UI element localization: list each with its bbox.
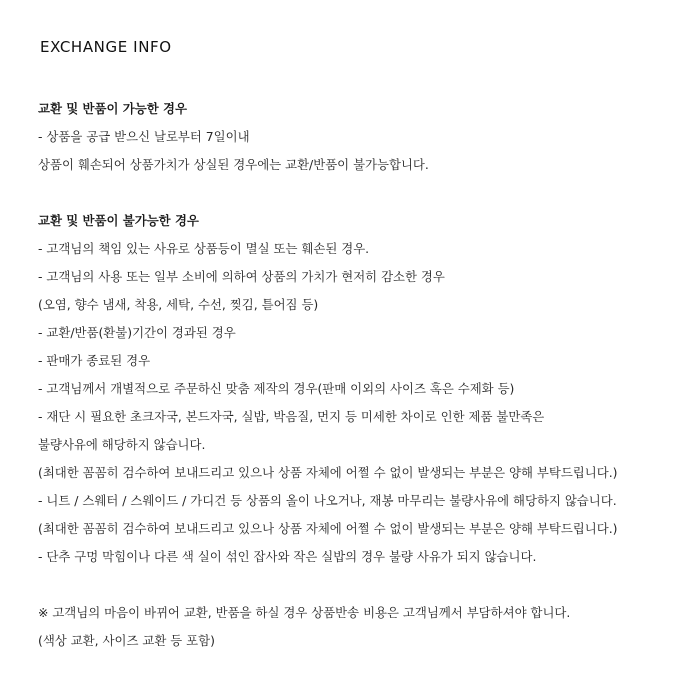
notice-line: (색상 교환, 사이즈 교환 등 포함) xyxy=(38,633,215,648)
info-line: - 단추 구멍 막힘이나 다른 색 실이 섞인 잡사와 작은 실밥의 경우 불량 사유가 되지 않습니다. xyxy=(38,549,537,564)
section-heading-returnable: 교환 및 반품이 가능한 경우 xyxy=(38,101,187,116)
info-line: (오염, 향수 냄새, 착용, 세탁, 수선, 찢김, 튿어짐 등) xyxy=(38,297,319,312)
info-line: 불량사유에 해당하지 않습니다. xyxy=(38,437,206,452)
info-line: (최대한 꼼꼼히 검수하여 보내드리고 있으나 상품 자체에 어쩔 수 없이 발생되는 부분은 양해 부탁드립니다.) xyxy=(38,465,618,480)
info-line: - 재단 시 필요한 초크자국, 본드자국, 실밥, 박음질, 먼지 등 미세한 차이로 인한 제품 불만족은 xyxy=(38,409,545,424)
info-line: - 상품을 공급 받으신 날로부터 7일이내 xyxy=(38,129,250,144)
section-heading-non-returnable: 교환 및 반품이 불가능한 경우 xyxy=(38,213,199,228)
info-line: - 고객님의 사용 또는 일부 소비에 의하여 상품의 가치가 현저히 감소한 경우 xyxy=(38,269,445,284)
info-line: - 교환/반품(환불)기간이 경과된 경우 xyxy=(38,325,236,340)
info-line: - 고객님의 책임 있는 사유로 상품등이 멸실 또는 훼손된 경우. xyxy=(38,241,370,256)
info-line: 상품이 훼손되어 상품가치가 상실된 경우에는 교환/반품이 불가능합니다. xyxy=(38,157,429,172)
info-line: (최대한 꼼꼼히 검수하여 보내드리고 있으나 상품 자체에 어쩔 수 없이 발생되는 부분은 양해 부탁드립니다.) xyxy=(38,521,618,536)
info-line: - 니트 / 스웨터 / 스웨이드 / 가디건 등 상품의 올이 나오거나, 재봉 마무리는 불량사유에 해당하지 않습니다. xyxy=(38,493,617,508)
info-line: - 고객님께서 개별적으로 주문하신 맞춤 제작의 경우(판매 이외의 사이즈 혹은 수제화 등) xyxy=(38,381,515,396)
info-line: - 판매가 종료된 경우 xyxy=(38,353,151,368)
page-title: EXCHANGE INFO xyxy=(40,38,172,56)
notice-line: ※ 고객님의 마음이 바뀌어 교환, 반품을 하실 경우 상품반송 비용은 고객님께서 부담하셔야 합니다. xyxy=(38,605,571,620)
